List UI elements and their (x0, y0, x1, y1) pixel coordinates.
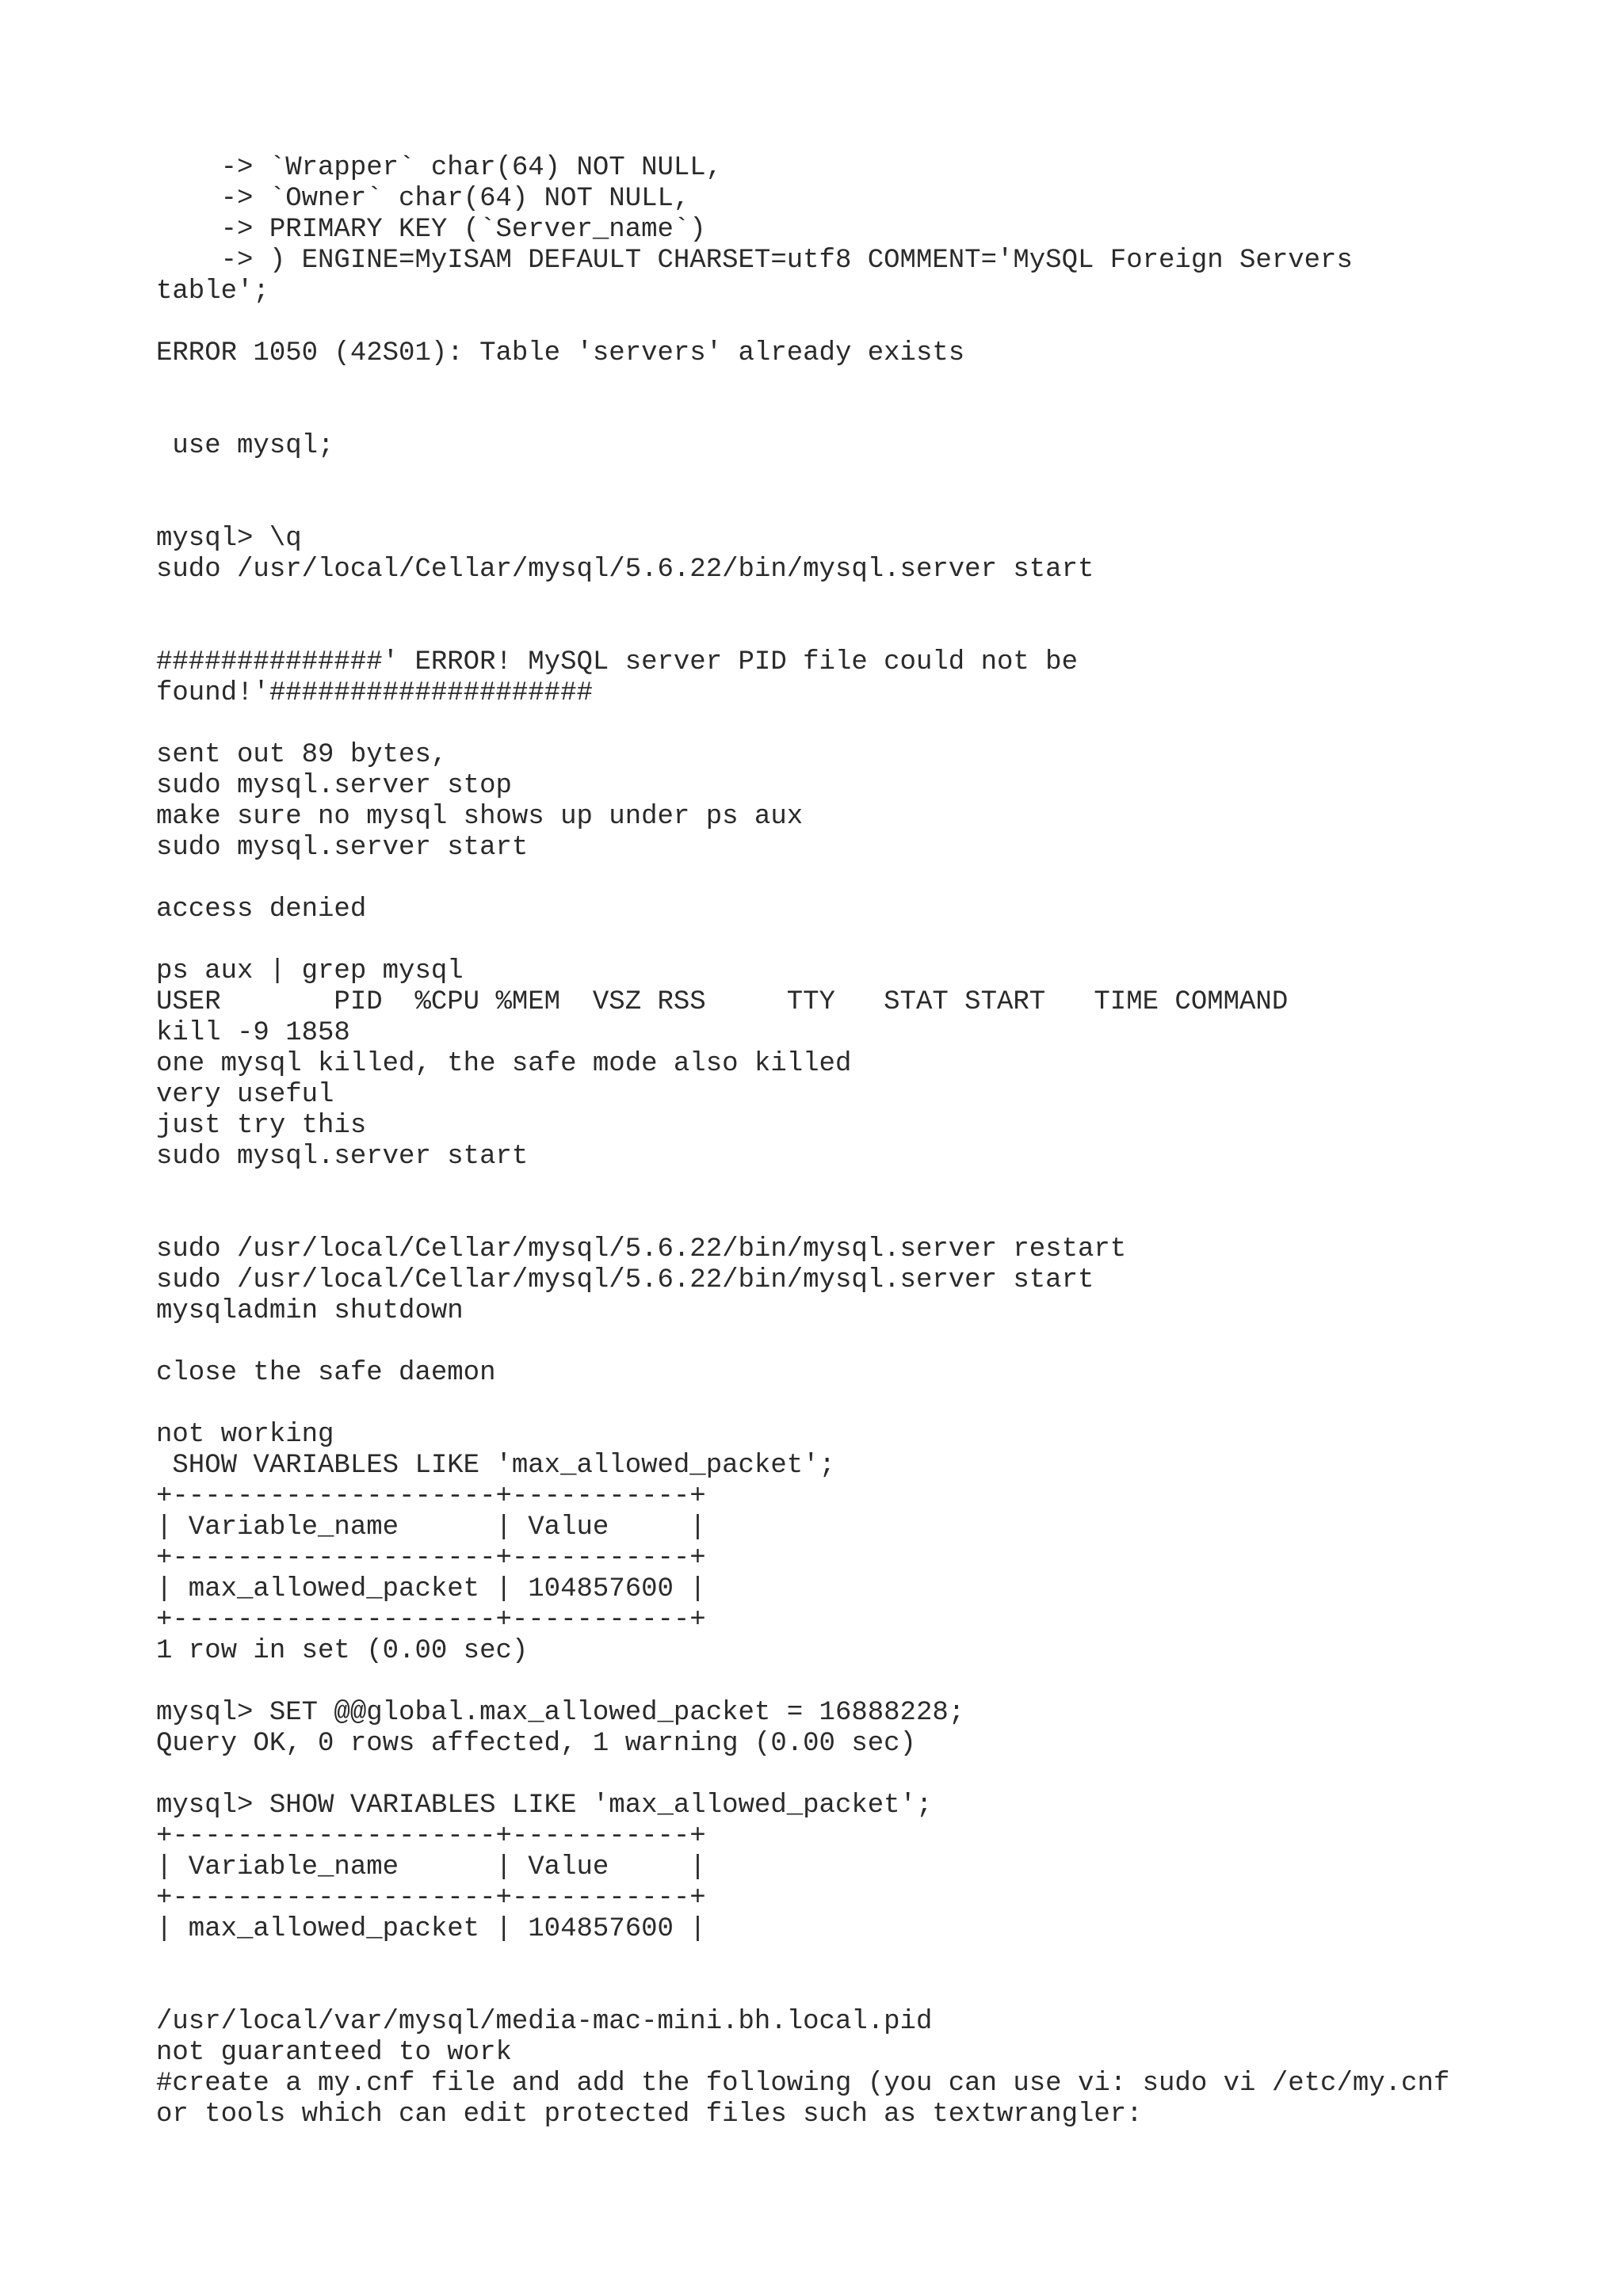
text-line: found!'#################### (156, 678, 593, 708)
text-line: +--------------------+-----------+ (156, 1543, 706, 1573)
text-line: use mysql; (156, 431, 334, 461)
text-line: one mysql killed, the safe mode also killed (156, 1049, 852, 1079)
blank-line (156, 307, 1583, 338)
blank-line (156, 369, 1583, 400)
document-body (156, 153, 1583, 2130)
text-line: -> ) ENGINE=MyISAM DEFAULT CHARSET=utf8 COMMENT='MySQL Foreign Servers (156, 246, 1353, 276)
text-line: -> PRIMARY KEY (`Server_name`) (156, 215, 706, 245)
text-line: +--------------------+-----------+ (156, 1605, 706, 1635)
text-line: access denied (156, 894, 367, 925)
text-line: mysqladmin shutdown (156, 1296, 464, 1326)
text-line: | Variable_name | Value | (156, 1512, 706, 1543)
text-line: sudo mysql.server start (156, 833, 529, 863)
text-line: not working (156, 1420, 334, 1450)
text-line: sudo /usr/local/Cellar/mysql/5.6.22/bin/mysql.server restart (156, 1234, 1127, 1264)
text-line: USER PID %CPU %MEM VSZ RSS TTY STAT START TIME COMMAND (156, 987, 1289, 1017)
text-line: or tools which can edit protected files such as textwrangler: (156, 2100, 1143, 2130)
blank-line (156, 1389, 1583, 1420)
text-line: just try this (156, 1111, 367, 1141)
blank-line (156, 1203, 1583, 1234)
blank-line (156, 616, 1583, 647)
text-line: mysql> \q (156, 524, 302, 554)
blank-line (156, 462, 1583, 493)
blank-line (156, 585, 1583, 616)
text-line: sudo mysql.server stop (156, 771, 512, 801)
text-line: sent out 89 bytes, (156, 740, 448, 770)
text-line: ps aux | grep mysql (156, 956, 464, 986)
text-line: 1 row in set (0.00 sec) (156, 1636, 529, 1666)
blank-line (156, 1667, 1583, 1698)
text-line: very useful (156, 1080, 334, 1110)
text-line: mysql> SET @@global.max_allowed_packet = 16888228; (156, 1698, 965, 1728)
blank-line (156, 400, 1583, 431)
text-line: kill -9 1858 (156, 1018, 350, 1048)
text-line: | max_allowed_packet | 104857600 | (156, 1574, 706, 1604)
blank-line (156, 1976, 1583, 2007)
text-line: sudo /usr/local/Cellar/mysql/5.6.22/bin/mysql.server start (156, 555, 1094, 585)
text-line: -> `Wrapper` char(64) NOT NULL, (156, 153, 723, 183)
text-line: ERROR 1050 (42S01): Table 'servers' already exists (156, 338, 965, 368)
text-line: not guaranteed to work (156, 2038, 512, 2068)
text-line: sudo mysql.server start (156, 1142, 529, 1172)
text-line: Query OK, 0 rows affected, 1 warning (0.00 sec) (156, 1729, 916, 1759)
blank-line (156, 1760, 1583, 1791)
text-line: +--------------------+-----------+ (156, 1883, 706, 1913)
text-line: table'; (156, 277, 269, 307)
blank-line (156, 1173, 1583, 1203)
text-line: make sure no mysql shows up under ps aux (156, 802, 804, 832)
blank-line (156, 1945, 1583, 1976)
text-line: close the safe daemon (156, 1358, 496, 1388)
text-line: +--------------------+-----------+ (156, 1482, 706, 1512)
text-line: /usr/local/var/mysql/media-mac-mini.bh.local.pid (156, 2007, 933, 2037)
text-line: ##############' ERROR! MySQL server PID file could not be (156, 647, 1078, 677)
text-line: sudo /usr/local/Cellar/mysql/5.6.22/bin/mysql.server start (156, 1265, 1094, 1295)
blank-line (156, 1327, 1583, 1358)
text-line: | Variable_name | Value | (156, 1852, 706, 1882)
blank-line (156, 925, 1583, 956)
blank-line (156, 493, 1583, 524)
text-line: +--------------------+-----------+ (156, 1821, 706, 1852)
blank-line (156, 709, 1583, 740)
text-line: #create a my.cnf file and add the following (you can use vi: sudo vi /etc/my.cnf (156, 2069, 1450, 2099)
text-line: -> `Owner` char(64) NOT NULL, (156, 184, 690, 214)
text-line: SHOW VARIABLES LIKE 'max_allowed_packet'; (156, 1451, 835, 1481)
text-line: mysql> SHOW VARIABLES LIKE 'max_allowed_packet'; (156, 1791, 933, 1821)
blank-line (156, 864, 1583, 894)
text-line: | max_allowed_packet | 104857600 | (156, 1914, 706, 1944)
